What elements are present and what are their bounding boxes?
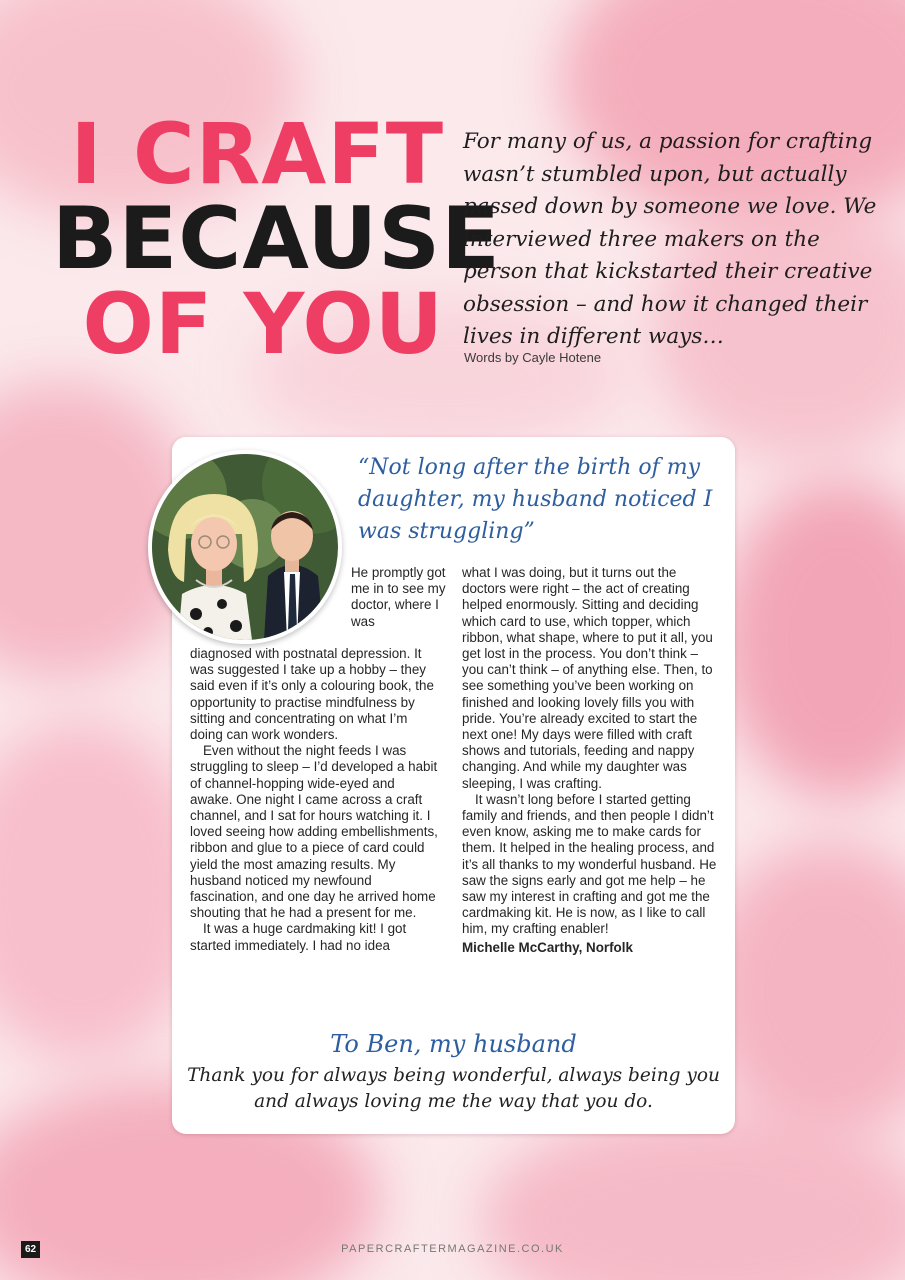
story-paragraph: It wasn’t long before I started getting family and friends, and then people I didn’t even know, asking me to make cards for them. It helped in the healing process, and it’s all thanks to my wonderful husband. He saw the signs early and got me help – he saw my interest in crafting and got me the cardmaking kit. He is now, as I like to call him, my crafting enabler! [462, 791, 717, 937]
byline: Words by Cayle Hotene [464, 350, 602, 365]
headline-line-1: I CRAFT [70, 105, 444, 203]
headline [52, 105, 501, 373]
story-paragraph: diagnosed with postnatal depression. It was suggested I take up a hobby – they said even if it’s only a colouring book, the opportunity to practise mindfulness by sitting and concentrating on what I’m doing can work wonders. [190, 646, 434, 743]
headline-line-3: OF YOU [82, 275, 444, 373]
website-url: PAPERCRAFTERMAGAZINE.CO.UK [341, 1243, 564, 1255]
page-number: 62 [21, 1241, 40, 1258]
couple-photo-illustration [152, 454, 338, 640]
story-paragraph: It was a huge cardmaking kit! I got started immediately. I had no idea [190, 921, 407, 953]
dedication-title: To Ben, my husband [330, 1030, 577, 1058]
story-column-1 [190, 646, 440, 954]
couple-photo [148, 450, 342, 644]
story-intro-wrap: He promptly got me in to see my doctor, where I was [351, 565, 446, 629]
signature: Michelle McCarthy, Norfolk [462, 939, 633, 955]
pull-quote: “Not long after the birth of my daughter, my husband noticed I was struggling” [358, 455, 713, 544]
story-column-2 [462, 565, 717, 956]
story-paragraph: what I was doing, but it turns out the doctors were right – the act of creating helped enormously. Sitting and deciding which card to use, which topper, which ribbon, what shape, where to put it all, you get lost in the process. You don’t think – you can’t think – of anything else. Then, to see something you’ve been working on finished and looking lovely fills you with pride. You’re already excited to start the next one! My days were filled with craft shows and tutorials, feeding and nappy changing. And while my daughter was sleeping, I was crafting. [462, 565, 713, 791]
dedication-text: Thank you for always being wonderful, always being you and always loving me the way that you do. [187, 1065, 720, 1112]
story-paragraph: Even without the night feeds I was struggling to sleep – I’d developed a habit of channel-hopping wide-eyed and awake. One night I came across a craft channel, and I sat for hours watching it. I loved seeing how adding embellishments, ribbon and glue to a piece of card could yield the most amazing results. My husband noticed my newfound fascination, and one day he arrived home shouting that he had a present for me. [190, 743, 438, 921]
intro-text: For many of us, a passion for crafting wasn’t stumbled upon, but actually passed down by someone we love. We interviewed three makers on the person that kickstarted their creative obsession – and how it changed their lives in different ways… [463, 129, 877, 349]
headline-line-2: BECAUSE [52, 189, 501, 289]
